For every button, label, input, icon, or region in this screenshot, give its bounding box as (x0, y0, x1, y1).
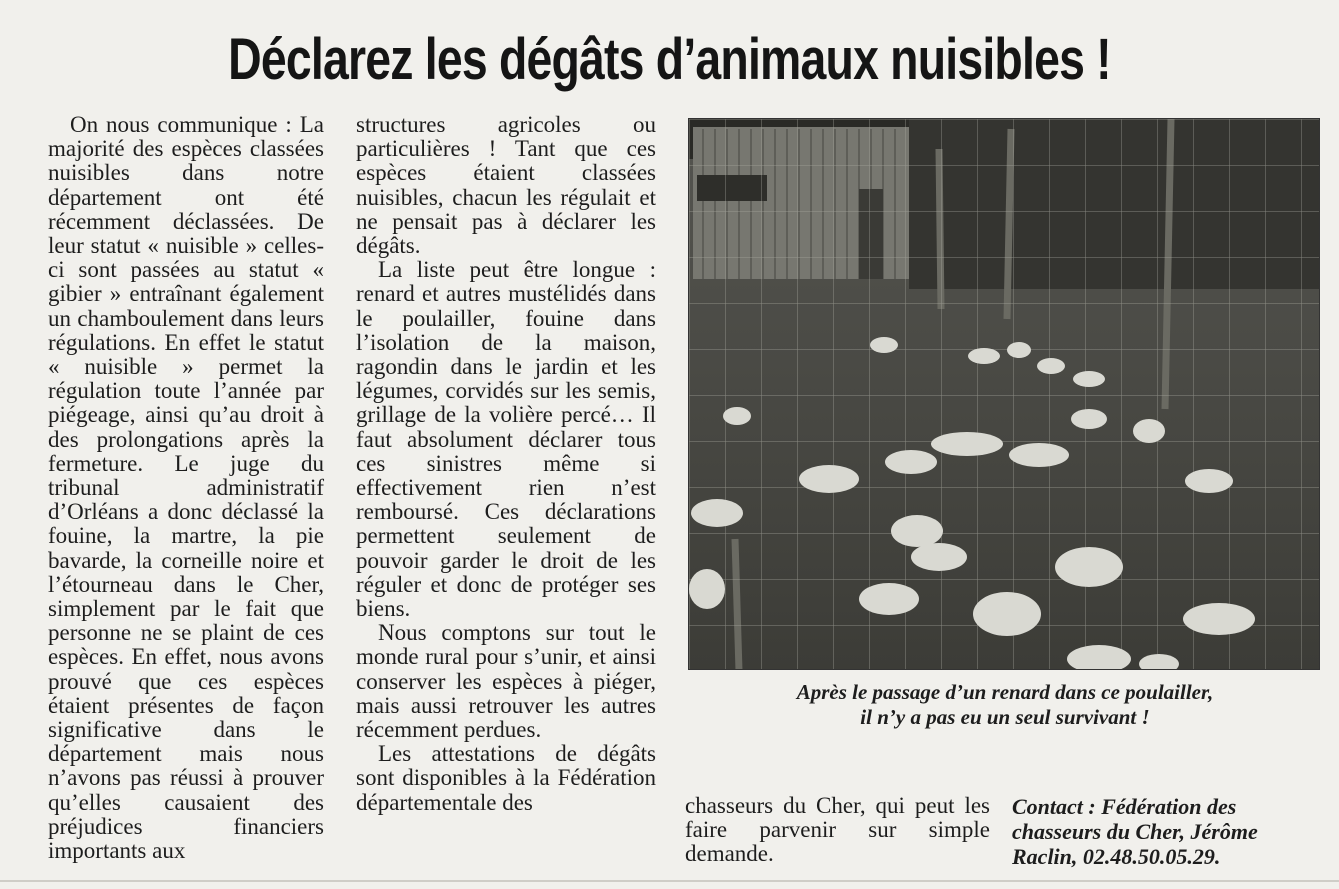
caption-line-2: il n’y a pas eu un seul survivant ! (860, 705, 1150, 729)
column-2-paragraph-1: structures agricoles ou particulières ! Tant que ces espèces étaient classées nuisibles, chacun les régulait et ne pensait pas à déclarer les dégâts. (356, 112, 656, 259)
henhouse-photo (688, 118, 1320, 670)
column-3-paragraph: chasseurs du Cher, qui peut les faire parvenir sur simple demande. (685, 793, 990, 867)
contact-line-1: Contact : Fédération des (1012, 794, 1237, 819)
contact-line-2: chasseurs du Cher, Jérôme (1012, 819, 1258, 844)
column-1-paragraph: On nous communique : La majorité des espèces classées nuisibles dans notre département ont été récemment déclassées. De leur statut « nuisible » celles-ci sont passées au statut « gibier » entraînant également un chamboulement dans leurs régulations. En effet le statut « nuisible » permet la régulation toute l’année par piégeage, ainsi qu’au droit à des prolongations après la fermeture. Le juge du tribunal administratif d’Orléans a donc déclassé la fouine, la martre, la pie bavarde, la corneille noire et l’étourneau dans le Cher, simplement par le fait que personne ne se plaint de ces espèces. En effet, nous avons prouvé que ces espèces étaient présentes de façon significative dans le département mais nous n’avons pas réussi à prouver qu’elles causaient des préjudices financiers importants aux (48, 112, 324, 864)
headline: Déclarez les dégâts d’animaux nuisibles ! (228, 27, 1111, 92)
photo-caption (690, 680, 1320, 730)
page-bottom-divider (0, 880, 1339, 882)
column-2-paragraph-2: La liste peut être longue : renard et autres mustélidés dans le poulailler, fouine dans l’isolation de la maison, ragondin dans le jardin et les légumes, corvidés sur les semis, grillage de la volière percé… Il faut absolument déclarer tous ces sinistres même si effectivement rien n’est remboursé. Ces déclarations permettent seulement de pouvoir garder le droit de les réguler et donc de protéger ses biens. (356, 257, 656, 622)
contact-block (1012, 794, 1322, 869)
column-2-paragraph-3: Nous comptons sur tout le monde rural pour s’unir, et ainsi conserver les espèces à piéger, mais aussi retrouver les autres récemment perdues. (356, 620, 656, 743)
article-column-3 (685, 794, 990, 867)
article-column-1 (48, 113, 324, 863)
article-column-2 (356, 113, 656, 815)
column-2-paragraph-4: Les attestations de dégâts sont disponibles à la Fédération départementale des (356, 741, 656, 815)
caption-line-1: Après le passage d’un renard dans ce poulailler, (796, 680, 1214, 704)
contact-line-3: Raclin, 02.48.50.05.29. (1012, 844, 1221, 869)
